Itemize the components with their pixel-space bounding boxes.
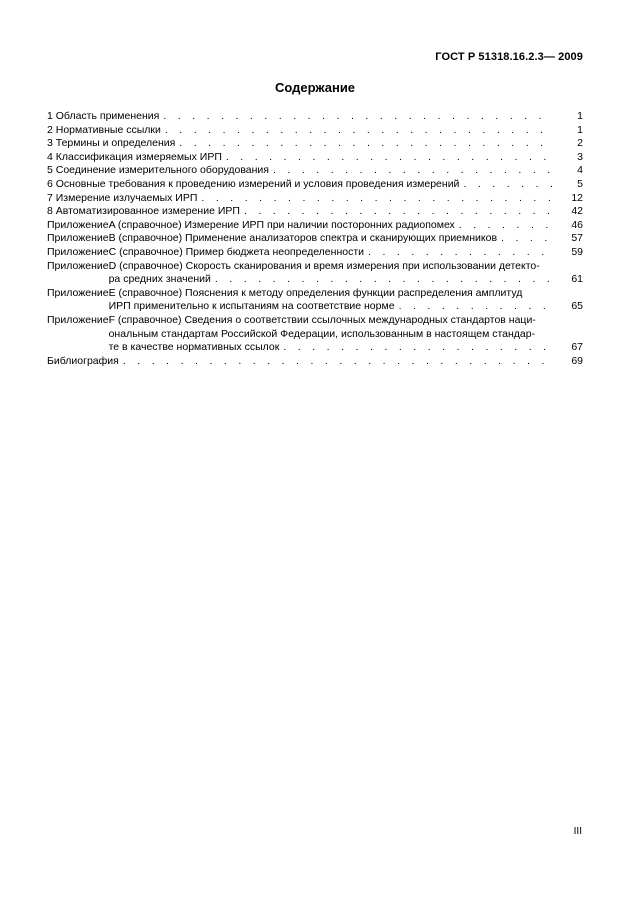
toc-page-number: 5: [577, 177, 583, 190]
toc-leader-dots: [399, 300, 553, 314]
toc-leader-dots: [283, 341, 553, 355]
toc-entry: [47, 287, 583, 314]
toc-leader-dots: [273, 164, 553, 178]
toc-entry: [47, 178, 583, 192]
toc-entry-title: 3 Термины и определения: [47, 137, 176, 150]
toc-entry: [47, 110, 583, 124]
toc-page-number: 2: [577, 137, 583, 150]
toc-entry: [47, 192, 583, 206]
toc-page-number: 59: [571, 245, 583, 258]
toc-leader-dots: [165, 124, 553, 138]
page-number: III: [573, 826, 582, 837]
toc-page-number: 42: [571, 205, 583, 218]
toc-entry-prefix: Приложение: [47, 232, 109, 245]
page-title: Содержание: [274, 80, 356, 95]
toc-entry: [47, 164, 583, 178]
toc-page-number: 61: [571, 273, 583, 286]
toc-entry: [47, 314, 583, 355]
toc-page-number: 57: [571, 232, 583, 245]
toc-entry: [47, 260, 583, 287]
document-header: ГОСТ Р 51318.16.2.3— 2009: [435, 51, 583, 63]
toc-page-number: 12: [571, 191, 583, 204]
table-of-contents: [47, 110, 583, 368]
toc-entry-text-line: ональным стандартам Российской Федерации, использованным в настоящем стандар-: [108, 327, 536, 340]
toc-page-number: 46: [571, 218, 583, 231]
toc-entry-text-line: D (справочное) Скорость сканирования и время измерения при использовании детекто-: [108, 259, 540, 272]
toc-entry-title: B (справочное) Применение анализаторов спектра и сканирующих приемников: [108, 232, 498, 245]
toc-entry: [47, 151, 583, 165]
toc-leader-dots: [463, 178, 553, 192]
toc-entry-prefix: Приложение: [47, 218, 109, 231]
toc-entry-prefix: Приложение: [47, 245, 109, 258]
toc-entry-title: 7 Измерение излучаемых ИРП: [47, 191, 198, 204]
toc-entry-text-line: E (справочное) Пояснения к методу определения функции распределения амплитуд: [108, 286, 523, 299]
toc-entry-prefix: Приложение: [47, 313, 109, 326]
toc-page-number: 67: [571, 341, 583, 354]
toc-entry-text-line: F (справочное) Сведения о соответствии ссылочных международных стандартов наци-: [108, 313, 536, 326]
toc-page-number: 1: [577, 110, 583, 122]
toc-entry-title: 8 Автоматизированное измерение ИРП: [47, 205, 240, 218]
toc-page-number: 65: [571, 300, 583, 313]
toc-entry: [47, 355, 583, 369]
toc-leader-dots: [501, 232, 553, 246]
toc-leader-dots: [163, 110, 553, 124]
toc-page-number: 1: [577, 123, 583, 136]
toc-entry: [47, 124, 583, 138]
toc-entry-title: ра средних значений: [108, 273, 211, 286]
toc-leader-dots: [368, 246, 553, 260]
toc-entry: [47, 232, 583, 246]
toc-entry: [47, 246, 583, 260]
toc-page-number: 3: [577, 150, 583, 163]
toc-entry-title: 4 Классификация измеряемых ИРП: [47, 150, 222, 163]
toc-entry-title: 5 Соединение измерительного оборудования: [47, 164, 269, 177]
toc-entry-prefix: Приложение: [47, 259, 109, 272]
toc-leader-dots: [201, 192, 553, 206]
toc-entry-title: те в качестве нормативных ссылок: [108, 341, 280, 354]
toc-leader-dots: [215, 273, 553, 287]
toc-entry: [47, 219, 583, 233]
toc-entry-title: 1 Область применения: [47, 110, 160, 122]
toc-page-number: 4: [577, 164, 583, 177]
toc-leader-dots: [459, 219, 553, 233]
toc-entry-title: Библиография: [47, 354, 119, 367]
toc-entry-title: ИРП применительно к испытаниям на соответствие норме: [108, 300, 395, 313]
toc-entry: [47, 137, 583, 151]
toc-leader-dots: [123, 355, 553, 369]
toc-entry-title: A (справочное) Измерение ИРП при наличии посторонних радиопомех: [108, 218, 455, 231]
toc-leader-dots: [226, 151, 553, 165]
toc-entry-title: C (справочное) Пример бюджета неопределенности: [108, 245, 365, 258]
toc-entry: [47, 205, 583, 219]
toc-leader-dots: [179, 137, 553, 151]
toc-leader-dots: [244, 205, 553, 219]
toc-page-number: 69: [571, 354, 583, 367]
toc-entry-title: 6 Основные требования к проведению измерений и условия проведения измерений: [47, 177, 460, 190]
toc-entry-title: 2 Нормативные ссылки: [47, 123, 161, 136]
toc-entry-prefix: Приложение: [47, 286, 109, 299]
